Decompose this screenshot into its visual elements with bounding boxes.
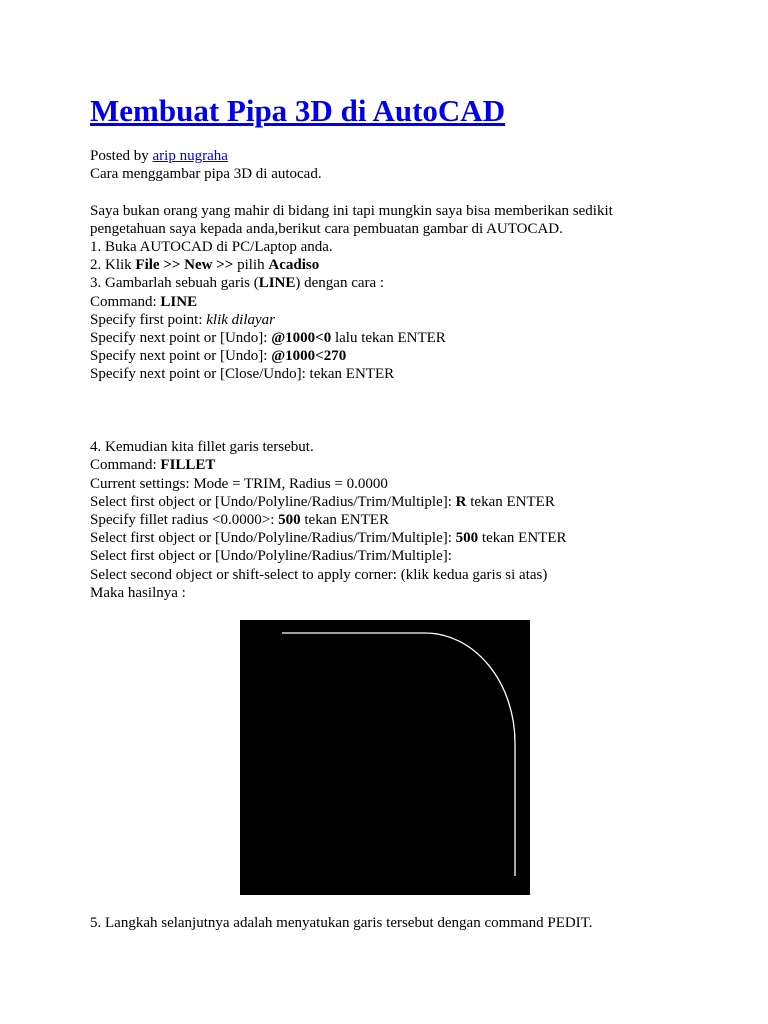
fillet-curve-drawing (240, 620, 530, 895)
fillet-radius: Specify fillet radius <0.0000>: 500 tekan ENTER (90, 512, 389, 529)
line-next-point-1: Specify next point or [Undo]: @1000<0 lalu tekan ENTER (90, 330, 446, 347)
step-3: 3. Gambarlah sebuah garis (LINE) dengan cara : (90, 275, 385, 292)
line-next-point-3: Specify next point or [Close/Undo]: tekan ENTER (90, 366, 395, 383)
step-1: 1. Buka AUTOCAD di PC/Laptop anda. (90, 239, 333, 255)
fillet-settings: Current settings: Mode = TRIM, Radius = 0.0000 (90, 475, 388, 492)
byline-prefix: Posted by (90, 148, 153, 164)
fillet-polyline (282, 633, 515, 876)
fillet-select-second: Select second object or shift-select to apply corner: (klik kedua garis si atas) (90, 566, 548, 583)
step-4: 4. Kemudian kita fillet garis tersebut. (90, 439, 314, 456)
step-5: 5. Langkah selanjutnya adalah menyatukan garis tersebut dengan command PEDIT. (90, 915, 593, 931)
fillet-result-image (240, 620, 530, 895)
intro-line-2: pengetahuan saya kepada anda,berikut cara pembuatan gambar di AUTOCAD. (90, 220, 563, 237)
post-title-link[interactable]: Membuat Pipa 3D di AutoCAD (90, 93, 506, 128)
step-2: 2. Klik File >> New >> pilih Acadiso (90, 257, 320, 274)
author-link[interactable]: arip nugraha (152, 148, 228, 164)
post-subtitle: Cara menggambar pipa 3D di autocad. (90, 166, 322, 183)
line-command: Command: LINE (90, 293, 198, 310)
result-label: Maka hasilnya : (90, 584, 186, 601)
fillet-select-1: Select first object or [Undo/Polyline/Radius/Trim/Multiple]: R tekan ENTER (90, 493, 555, 510)
article-body (90, 147, 730, 602)
template-name: Acadiso (268, 257, 320, 274)
fillet-select-3: Select first object or [Undo/Polyline/Radius/Trim/Multiple]: (90, 548, 452, 565)
intro-line-1: Saya bukan orang yang mahir di bidang ini tapi mungkin saya bisa memberikan sedikit (90, 202, 613, 219)
fillet-command: Command: FILLET (90, 457, 216, 474)
post-title (90, 92, 505, 130)
menu-path: File >> New >> (135, 257, 234, 274)
line-first-point: Specify first point: klik dilayar (90, 311, 275, 328)
line-next-point-2: Specify next point or [Undo]: @1000<270 (90, 348, 347, 365)
fillet-select-2: Select first object or [Undo/Polyline/Radius/Trim/Multiple]: 500 tekan ENTER (90, 530, 567, 547)
byline (90, 147, 730, 165)
